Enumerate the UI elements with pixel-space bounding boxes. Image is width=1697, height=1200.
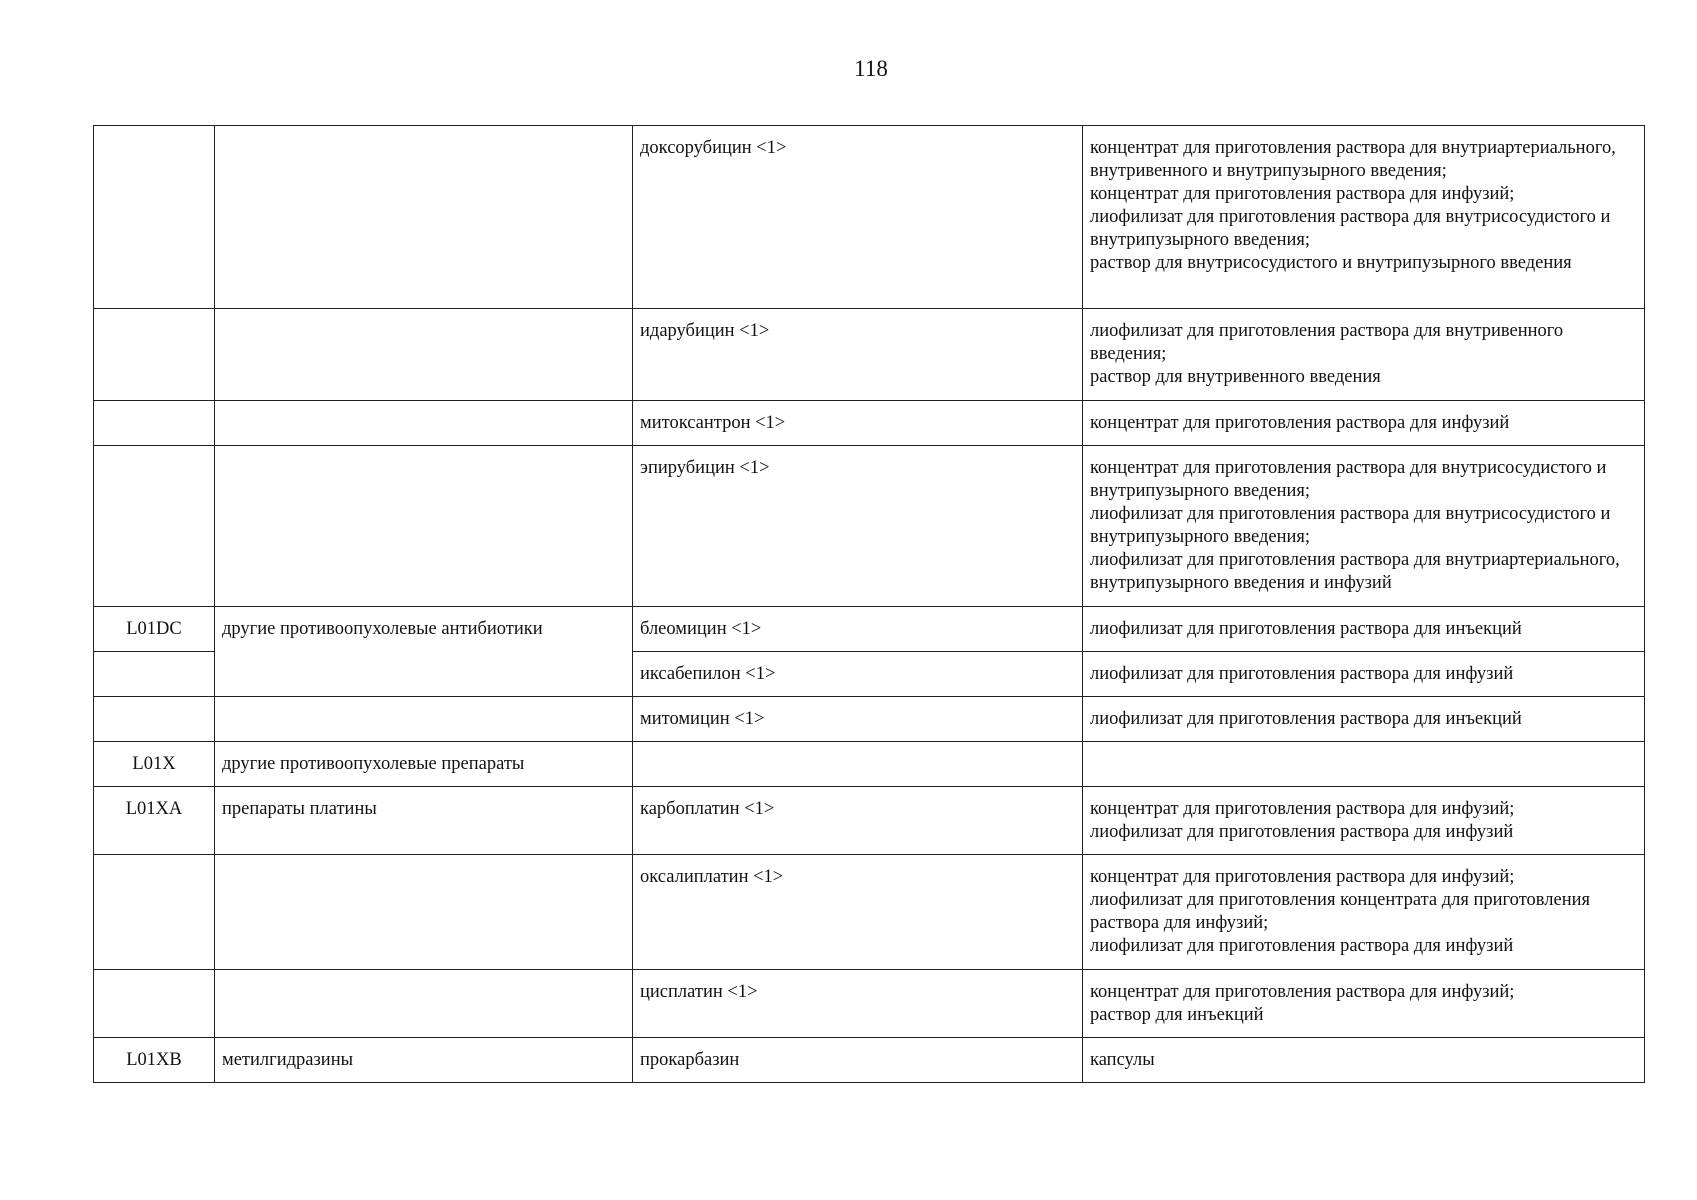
drug-name-cell: иксабепилон <1>	[633, 652, 1083, 697]
atc-code-cell	[94, 652, 215, 697]
dosage-form-line: лиофилизат для приготовления концентрата для приготовления раствора для инфузий;	[1090, 890, 1591, 933]
table-row	[94, 126, 1645, 309]
dosage-form-line: концентрат для приготовления раствора для внутриартериального, внутривенного и внутрипузырного введения;	[1090, 138, 1616, 181]
dosage-form-cell	[1083, 742, 1645, 787]
dosage-form-line: лиофилизат для приготовления раствора для инфузий	[1090, 936, 1514, 956]
dosage-form-cell	[1083, 652, 1645, 697]
drug-name-cell: эпирубицин <1>	[633, 446, 1083, 607]
dosage-form-cell	[1083, 126, 1645, 309]
page-number: 118	[854, 56, 888, 81]
table-row	[94, 970, 1645, 1038]
group-cell	[215, 401, 633, 446]
table-row	[94, 742, 1645, 787]
dosage-form-line: лиофилизат для приготовления раствора для инъекций	[1090, 709, 1522, 729]
group-cell: препараты платины	[215, 787, 633, 855]
atc-code-cell	[94, 970, 215, 1038]
drug-name-cell: митомицин <1>	[633, 697, 1083, 742]
table-row	[94, 697, 1645, 742]
group-cell: другие противоопухолевые препараты	[215, 742, 633, 787]
group-cell: другие противоопухолевые антибиотики	[215, 607, 633, 697]
dosage-form-line: лиофилизат для приготовления раствора для внутрисосудистого и внутрипузырного введения;	[1090, 504, 1611, 547]
dosage-form-cell	[1083, 787, 1645, 855]
dosage-form-line: концентрат для приготовления раствора для инфузий;	[1090, 184, 1515, 204]
group-cell	[215, 970, 633, 1038]
drug-name-cell: прокарбазин	[633, 1038, 1083, 1083]
table-row	[94, 787, 1645, 855]
dosage-form-cell	[1083, 309, 1645, 401]
drug-table	[93, 125, 1645, 1083]
dosage-form-line: лиофилизат для приготовления раствора для инфузий	[1090, 664, 1514, 684]
dosage-form-line: раствор для внутривенного введения	[1090, 367, 1381, 387]
dosage-form-line: концентрат для приготовления раствора для инфузий	[1090, 413, 1510, 433]
dosage-form-line: концентрат для приготовления раствора для инфузий;	[1090, 799, 1515, 819]
atc-code-cell: L01XB	[94, 1038, 215, 1083]
atc-code-cell	[94, 697, 215, 742]
dosage-form-line: лиофилизат для приготовления раствора для внутриартериального, внутрипузырного введения и инфузий	[1090, 550, 1620, 593]
group-cell: метилгидразины	[215, 1038, 633, 1083]
drug-name-cell: блеомицин <1>	[633, 607, 1083, 652]
group-cell	[215, 126, 633, 309]
table-row	[94, 401, 1645, 446]
dosage-form-cell	[1083, 970, 1645, 1038]
atc-code-cell	[94, 401, 215, 446]
atc-code-cell	[94, 446, 215, 607]
dosage-form-cell	[1083, 401, 1645, 446]
atc-code-cell: L01DC	[94, 607, 215, 652]
drug-name-cell: цисплатин <1>	[633, 970, 1083, 1038]
dosage-form-cell	[1083, 855, 1645, 970]
drug-name-cell	[633, 742, 1083, 787]
drug-name-cell: карбоплатин <1>	[633, 787, 1083, 855]
atc-code-cell	[94, 855, 215, 970]
dosage-form-line: капсулы	[1090, 1050, 1155, 1070]
drug-name-cell: митоксантрон <1>	[633, 401, 1083, 446]
dosage-form-line: раствор для внутрисосудистого и внутрипузырного введения	[1090, 253, 1572, 273]
table-row	[94, 446, 1645, 607]
dosage-form-line: концентрат для приготовления раствора для внутрисосудистого и внутрипузырного введения;	[1090, 458, 1607, 501]
dosage-form-line: концентрат для приготовления раствора для инфузий;	[1090, 982, 1515, 1002]
drug-name-cell: оксалиплатин <1>	[633, 855, 1083, 970]
table-row	[94, 855, 1645, 970]
atc-code-cell	[94, 126, 215, 309]
dosage-form-cell	[1083, 607, 1645, 652]
table-row	[94, 1038, 1645, 1083]
dosage-form-line: лиофилизат для приготовления раствора для инъекций	[1090, 619, 1522, 639]
drug-name-cell: идарубицин <1>	[633, 309, 1083, 401]
dosage-form-line: лиофилизат для приготовления раствора для внутрисосудистого и внутрипузырного введения;	[1090, 207, 1611, 250]
group-cell	[215, 697, 633, 742]
table-row	[94, 309, 1645, 401]
dosage-form-cell	[1083, 1038, 1645, 1083]
group-cell	[215, 855, 633, 970]
atc-code-cell: L01XA	[94, 787, 215, 855]
atc-code-cell: L01X	[94, 742, 215, 787]
dosage-form-line: концентрат для приготовления раствора для инфузий;	[1090, 867, 1515, 887]
dosage-form-line: лиофилизат для приготовления раствора для инфузий	[1090, 822, 1514, 842]
dosage-form-line: лиофилизат для приготовления раствора для внутривенного введения;	[1090, 321, 1564, 364]
drug-name-cell: доксорубицин <1>	[633, 126, 1083, 309]
dosage-form-cell	[1083, 446, 1645, 607]
dosage-form-cell	[1083, 697, 1645, 742]
dosage-form-line: раствор для инъекций	[1090, 1005, 1264, 1025]
table-row	[94, 607, 1645, 652]
group-cell	[215, 446, 633, 607]
atc-code-cell	[94, 309, 215, 401]
group-cell	[215, 309, 633, 401]
